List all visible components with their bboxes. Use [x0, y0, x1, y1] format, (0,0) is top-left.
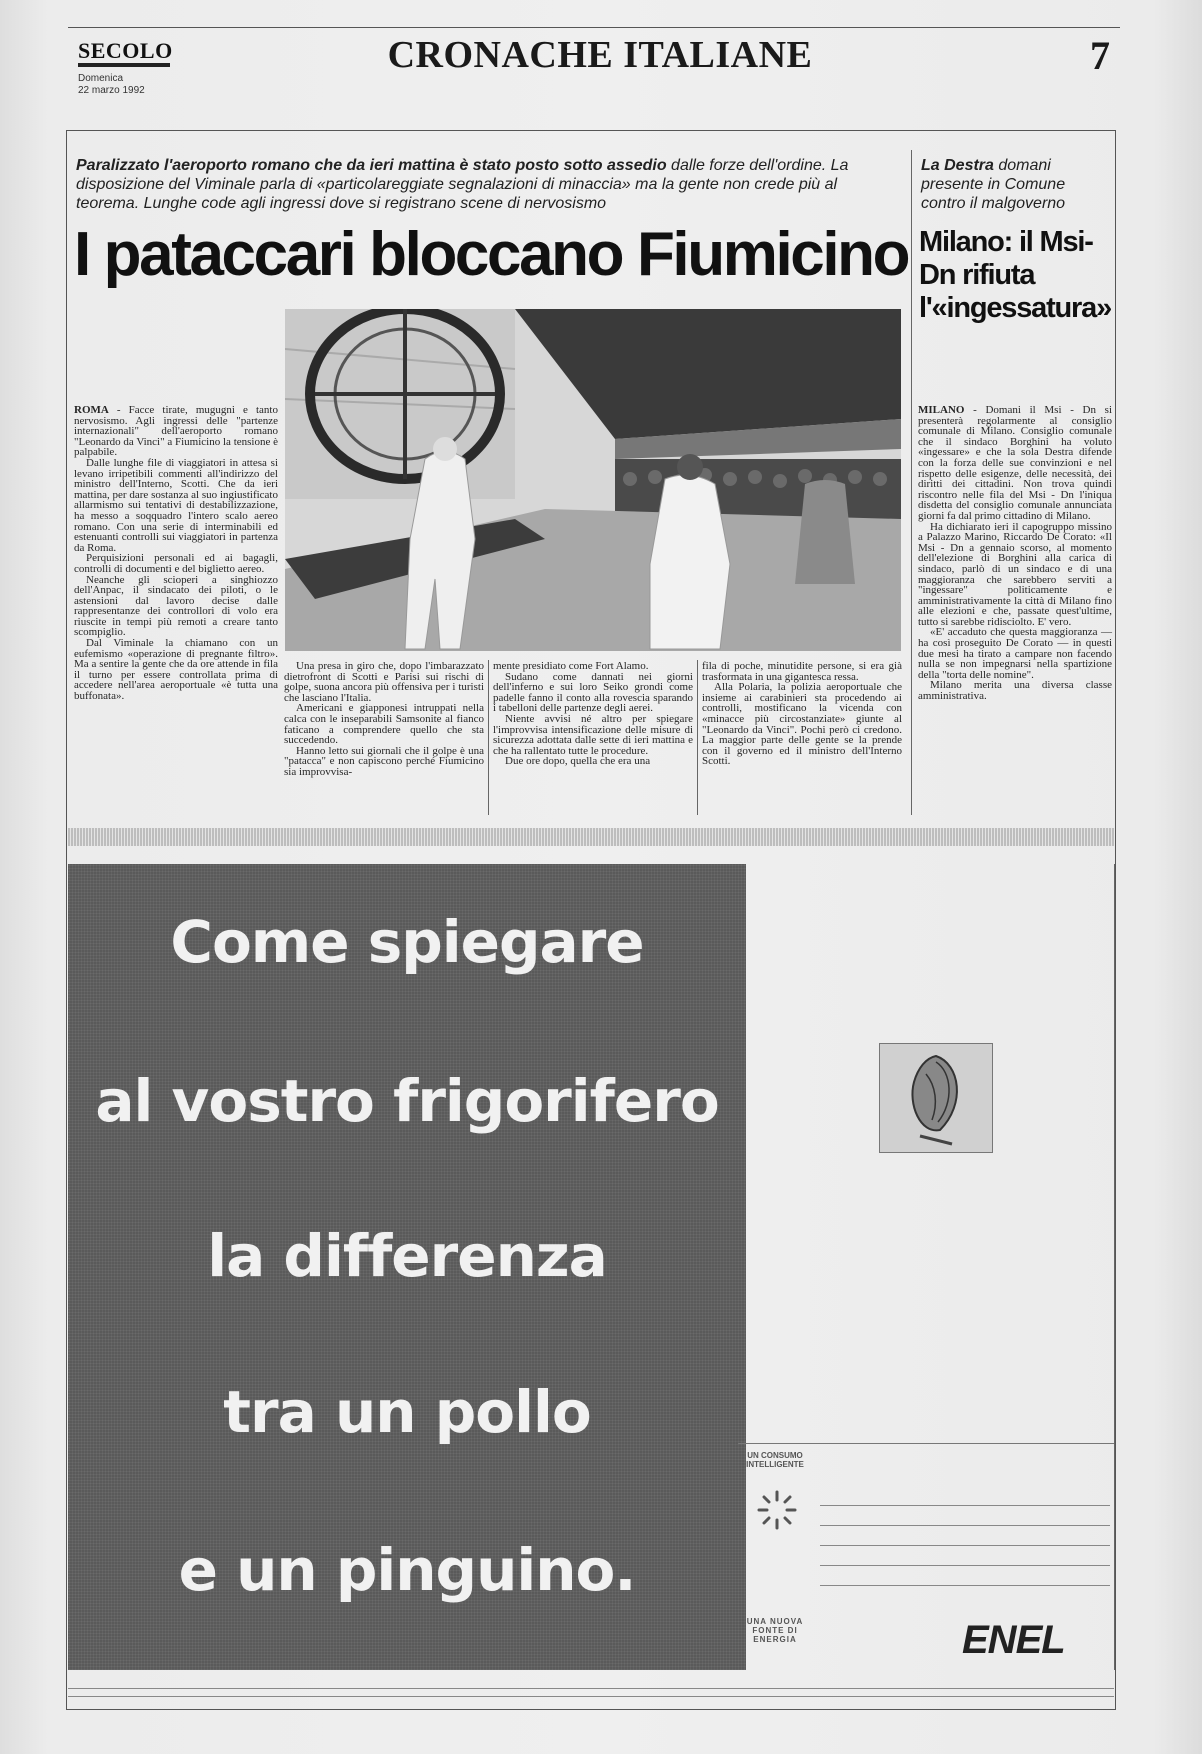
paragraph: Americani e giapponesi intruppati nella calca con le inseparabili Samsonite al fianco faticano a comprendere quello che sta succedendo.: [284, 702, 484, 747]
side-column: [918, 405, 1112, 702]
ad-headline-line-5: e un pinguino.: [178, 1536, 636, 1604]
paragraph: Dalle lunghe file di viaggiatori in attesa si levano irripetibili commenti all'indirizzo del ministro dell'Interno, Scotti. Che da ieri mattina, per dare sostanza al suo ingiustificato allarmismo sui tentativi di destabilizzazione, ha messo a soqquadro l'intero scalo aereo romano. Con una serie di interminabili ed estenuanti controlli sui viaggiatori in partenza da Roma.: [74, 456, 278, 554]
side-kicker-rest: domani presente in Comune contro il malgoverno: [921, 157, 1066, 212]
ad-headline-line-4: tra un pollo: [223, 1378, 591, 1446]
paragraph: Neanche gli scioperi a singhiozzo dell'Anpac, il sindacato dei piloti, o le astensioni dal lavoro decise dalle rappresentanze dei controllori di volo era riuscite in tempi più remoti a creare tanto scompiglio.: [74, 573, 278, 639]
paragraph: Alla Polaria, la polizia aeroportuale che insieme ai carabinieri sta procedendo ai controlli, mostificano la vicenda con «minacce più circostanziate» giunte al "Leonardo da Vinci". Pochi però ci credono. La maggior parte delle gente se la prende con il governo ed il ministro dell'Interno Scotti.: [702, 681, 902, 768]
ad-headline-line-3: la differenza: [207, 1222, 607, 1290]
date-full: 22 marzo 1992: [78, 85, 145, 96]
paragraph: Una presa in giro che, dopo l'imbarazzato dietrofront di Scotti e Parisi sui rischi di golpe, suona ancora più offensiva per i turisti che lasciano l'Italia.: [284, 660, 484, 704]
top-rule: [68, 27, 1120, 28]
main-column-1: [74, 405, 278, 702]
paragraph: Milano merita una diversa classe amministrativa.: [918, 679, 1112, 703]
paragraph: Dal Viminale la chiamano con un eufemismo «operazione di pregnante filtro». Ma a sentire la gente che da ore attende in fila il turno per essere controllata prima di accedere nell'area aeroportuale «è tutta una buffonata».: [74, 637, 278, 703]
enel-logo: ENEL: [962, 1618, 1065, 1662]
sun-logo-icon: [757, 1490, 797, 1530]
ad-headline-line-2: al vostro frigorifero: [95, 1067, 719, 1135]
paragraph: Ha dichiarato ieri il capogruppo missino a Palazzo Marino, Riccardo De Corato: «Il Msi - Dn a gennaio scorso, al momento dell'elezione di Borghini alla carica di sindaco, parlò di un sindaco e di una maggioranza che sarebbero serviti a "ingessare" politicamente e amministrativamente la città di Milano fino alle elezioni e che, passate quest'ultime, tutto si sarebbe ridisciolto. E' vero.: [918, 520, 1112, 628]
main-column-4: [702, 661, 902, 767]
ad-coupon-rule: [738, 1443, 1114, 1444]
paragraph: «E' accaduto che questa maggioranza — ha così proseguito De Corato — in questi due mesi ha tirato a campare non facendo nulla se non impegnarsi nella spartizione della "torta delle nomine".: [918, 626, 1112, 681]
paragraph: Due ore dopo, quella che era una: [505, 755, 651, 768]
column-divider: [488, 660, 489, 815]
column-divider: [697, 660, 698, 815]
dateline-lead: MILANO: [918, 404, 965, 416]
main-kicker: [76, 156, 902, 213]
ad-logo-top: UN CONSUMO INTELLIGENTE: [746, 1451, 804, 1469]
main-headline: I pataccari bloccano Fiumicino: [74, 220, 909, 289]
bottom-rule: [68, 1688, 1114, 1689]
main-kicker-bold: Paralizzato l'aeroporto romano che da ieri mattina è stato posto sotto assedio: [76, 157, 667, 174]
coupon-line: [820, 1585, 1110, 1586]
coupon-line: [820, 1545, 1110, 1546]
ad-logo-bottom: UNA NUOVA FONTE DI ENERGIA: [746, 1617, 804, 1644]
date-day: Domenica: [78, 73, 124, 84]
side-kicker-bold: La Destra: [921, 157, 994, 174]
masthead-bar: [78, 63, 170, 67]
paragraph: Hanno letto sui giornali che il golpe è una "patacca" e non capiscono perché Fiumicino sia improvvisa-: [284, 744, 484, 778]
paragraph: MILANO - Domani il Msi - Dn si presenterà regolarmente al consiglio comunale di Milano. Consiglio comunale che il sindaco Borghini ha voluto «ingessare» e che la sola Destra difende con la forza delle sue convinzioni e nel rispetto delle esigenze, delle necessità, dei diritti dei cittadini. Non trova quindi riscontro nelle fila del Msi - Dn l'iniqua disdetta del consiglio comunale annunciata giorni fa dal primo cittadino di Milano.: [918, 404, 1112, 522]
page-number: 7: [1090, 33, 1110, 78]
section-title: CRONACHE ITALIANE: [387, 34, 813, 76]
dateline: [78, 73, 145, 97]
paragraph: Niente avvisi né altro per spiegare l'improvvisa intensificazione delle misure di sicurezza adottata dalle sette di ieri mattina e che ha rallentato tutte le procedure.: [493, 712, 693, 757]
main-kicker-rest: dalle forze dell'ordine. La disposizione del Viminale parla di «particolareggiate segnalazioni di minaccia» ma la gente non crede più al teorema. Lunghe code agli ingressi dove si registrano scene di nervosismo: [76, 157, 849, 212]
shell-illustration: [879, 1043, 993, 1153]
paragraph: Sudano come dannati nei giorni dell'inferno e sui loro Seiko grondi come padelle fanno il conto alla rovescia sparando i tabelloni delle partenze degli aerei.: [493, 670, 693, 715]
paragraph: fila di poche, minutidite persone, si era già trasformata in una gigantesca ressa.: [702, 660, 902, 683]
paragraph: Perquisizioni personali ed ai bagagli, controlli di documenti e del biglietto aereo.: [74, 552, 278, 575]
column-divider: [911, 150, 912, 815]
main-column-2: [284, 661, 484, 778]
coupon-line: [820, 1525, 1110, 1526]
bottom-rule: [68, 1696, 1114, 1697]
coupon-line: [820, 1565, 1110, 1566]
airport-photo: [285, 309, 901, 651]
main-column-3: [493, 661, 693, 767]
paragraph: mente presidiato come Fort Alamo.: [493, 660, 649, 672]
masthead: SECOLO: [78, 38, 173, 63]
side-headline: Milano: il Msi-Dn rifiuta l'«ingessatura»: [919, 226, 1111, 324]
ad-headline-line-1: Come spiegare: [170, 908, 644, 976]
separator-band: [68, 828, 1114, 846]
side-kicker: [921, 156, 1106, 213]
dateline-lead: ROMA: [74, 404, 109, 416]
ad-border-right: [1114, 864, 1115, 1670]
coupon-line: [820, 1505, 1110, 1506]
paragraph: ROMA - Facce tirate, mugugni e tanto nervosismo. Agli ingressi delle "partenze internazionali" dell'aeroporto romano "Leonardo da Vinci" a Fiumicino la tensione è palpabile.: [74, 404, 278, 459]
